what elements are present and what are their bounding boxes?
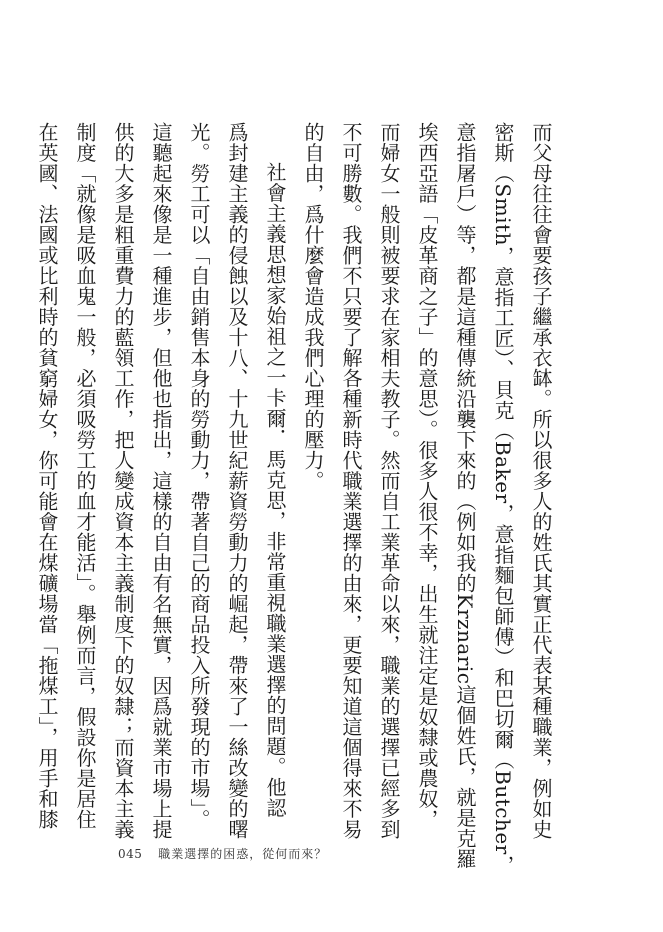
text-line: 埃西亞語「皮革商之子」的意思）。很多人很不幸，出生就注定是奴隸或農奴， [415,122,439,830]
text-line: 密斯（Smith，意指工匠）、貝克（Baker，意指麵包師傅）和巴切爾（Butcher， [491,122,515,876]
text-line: 這聽起來像是一種進步，但他也指出，這樣的自由有名無實，因爲就業市場上提 [149,122,173,840]
running-title: 職業選擇的困惑，從何而來？ [158,847,328,861]
text-line: 供的大多是粗重費力的藍領工作，把人變成資本主義制度下的奴隸；而資本主義 [111,122,135,840]
text-line: 而婦女一般則被要求在家相夫教子。然而自工業革命以來，職業的選擇已經多到 [377,122,401,840]
page-footer [118,845,327,862]
text-line: 意指屠戶）等，都是這種傳統沿襲下來的（例如我的Krznaric這個姓氏，就是克羅 [453,122,477,870]
text-line: 爲封建主義的侵蝕以及十八、十九世紀薪資勞動力的崛起，帶來了一絲改變的曙 [225,122,249,840]
text-line: 在英國、法國或比利時的貧窮婦女，你可能會在煤礦場當「拖煤工」，用手和膝 [35,122,59,830]
paragraph-start-line: 社會主義思想家始祖之一卡爾．馬克思，非常重視職業選擇的問題。他認 [263,162,287,818]
text-line: 制度「就像是吸血鬼一般，必須吸勞工的血才能活」。舉例而言，假設你是居住 [73,122,97,830]
text-line: 的自由，爲什麼會造成我們心理的壓力。 [301,122,325,491]
text-line: 而父母往往會要孩子繼承衣缽。所以很多人的姓氏其實正代表某種職業，例如史 [529,122,553,840]
page-number: 045 [118,847,143,861]
text-line: 光。勞工可以「自由銷售本身的勞動力，帶著自己的商品投入所發現的市場」。 [187,122,211,830]
text-line: 不可勝數。我們不只要了解各種新時代職業選擇的由來，更要知道這個得來不易 [339,122,363,840]
